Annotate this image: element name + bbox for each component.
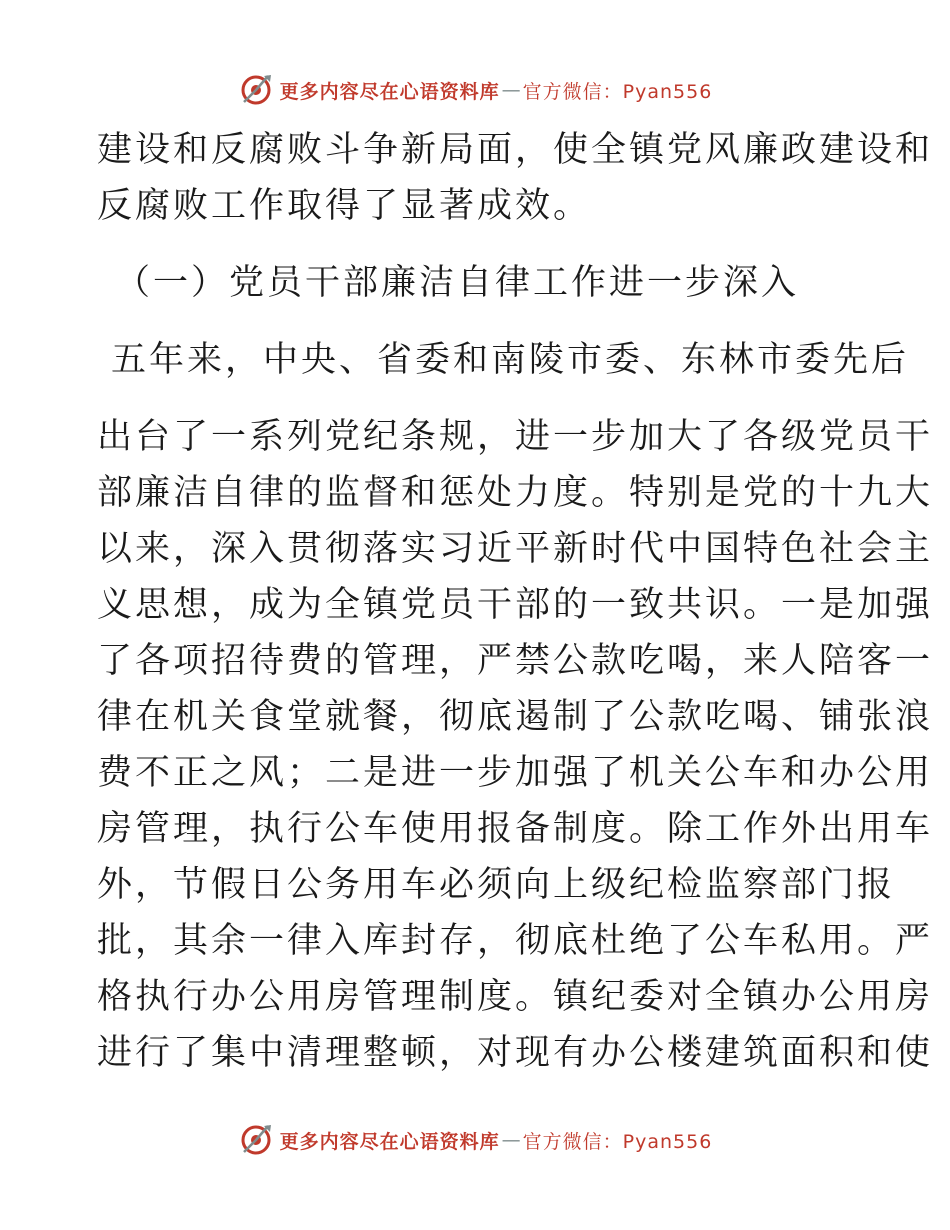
paragraph-line: 格执行办公用房管理制度。镇纪委对全镇办公用房 <box>97 977 934 1017</box>
intro-line: 建设和反腐败斗争新局面，使全镇党风廉政建设和 <box>97 130 934 170</box>
paragraph-line: 房管理，执行公车使用报备制度。除工作外出用车 <box>97 809 934 849</box>
quill-logo-icon <box>238 72 274 108</box>
paragraph-line: 外，节假日公务用车必须向上级纪检监察部门报 <box>97 865 896 905</box>
paragraph-line: 费不正之风；二是进一步加强了机关公车和办公用 <box>97 753 934 793</box>
watermark-brand: 更多内容尽在心语资料库 <box>279 80 500 103</box>
watermark-wechat: 官方微信：Pyan556 <box>522 80 713 103</box>
paragraph-line: 律在机关食堂就餐，彻底遏制了公款吃喝、铺张浪 <box>97 697 934 737</box>
paragraph-line: 以来，深入贯彻落实习近平新时代中国特色社会主 <box>97 529 934 569</box>
intro-line: 反腐败工作取得了显著成效。 <box>97 186 592 226</box>
paragraph-line: 出台了一系列党纪条规，进一步加大了各级党员干 <box>97 417 934 457</box>
watermark-brand: 更多内容尽在心语资料库 <box>279 1130 500 1153</box>
watermark-dash: — <box>501 79 521 101</box>
paragraph-line: 了各项招待费的管理，严禁公款吃喝，来人陪客一 <box>97 641 934 681</box>
paragraph-line: 部廉洁自律的监督和惩处力度。特别是党的十九大 <box>97 473 934 513</box>
header-watermark <box>0 70 950 110</box>
paragraph-line: 进行了集中清理整顿，对现有办公楼建筑面积和使 <box>97 1033 934 1073</box>
paragraph-line: 批，其余一律入库封存，彻底杜绝了公车私用。严 <box>97 921 934 961</box>
document-body <box>97 122 934 1081</box>
paragraph-line: 义思想，成为全镇党员干部的一致共识。一是加强 <box>97 585 934 625</box>
footer-watermark <box>0 1120 950 1160</box>
quill-logo-icon <box>238 1122 274 1158</box>
section-heading: （一）党员干部廉洁自律工作进一步深入 <box>115 263 800 303</box>
watermark-wechat: 官方微信：Pyan556 <box>522 1130 713 1153</box>
watermark-dash: — <box>501 1129 521 1151</box>
paragraph-line: 五年来，中央、省委和南陵市委、东林市委先后 <box>111 340 910 380</box>
